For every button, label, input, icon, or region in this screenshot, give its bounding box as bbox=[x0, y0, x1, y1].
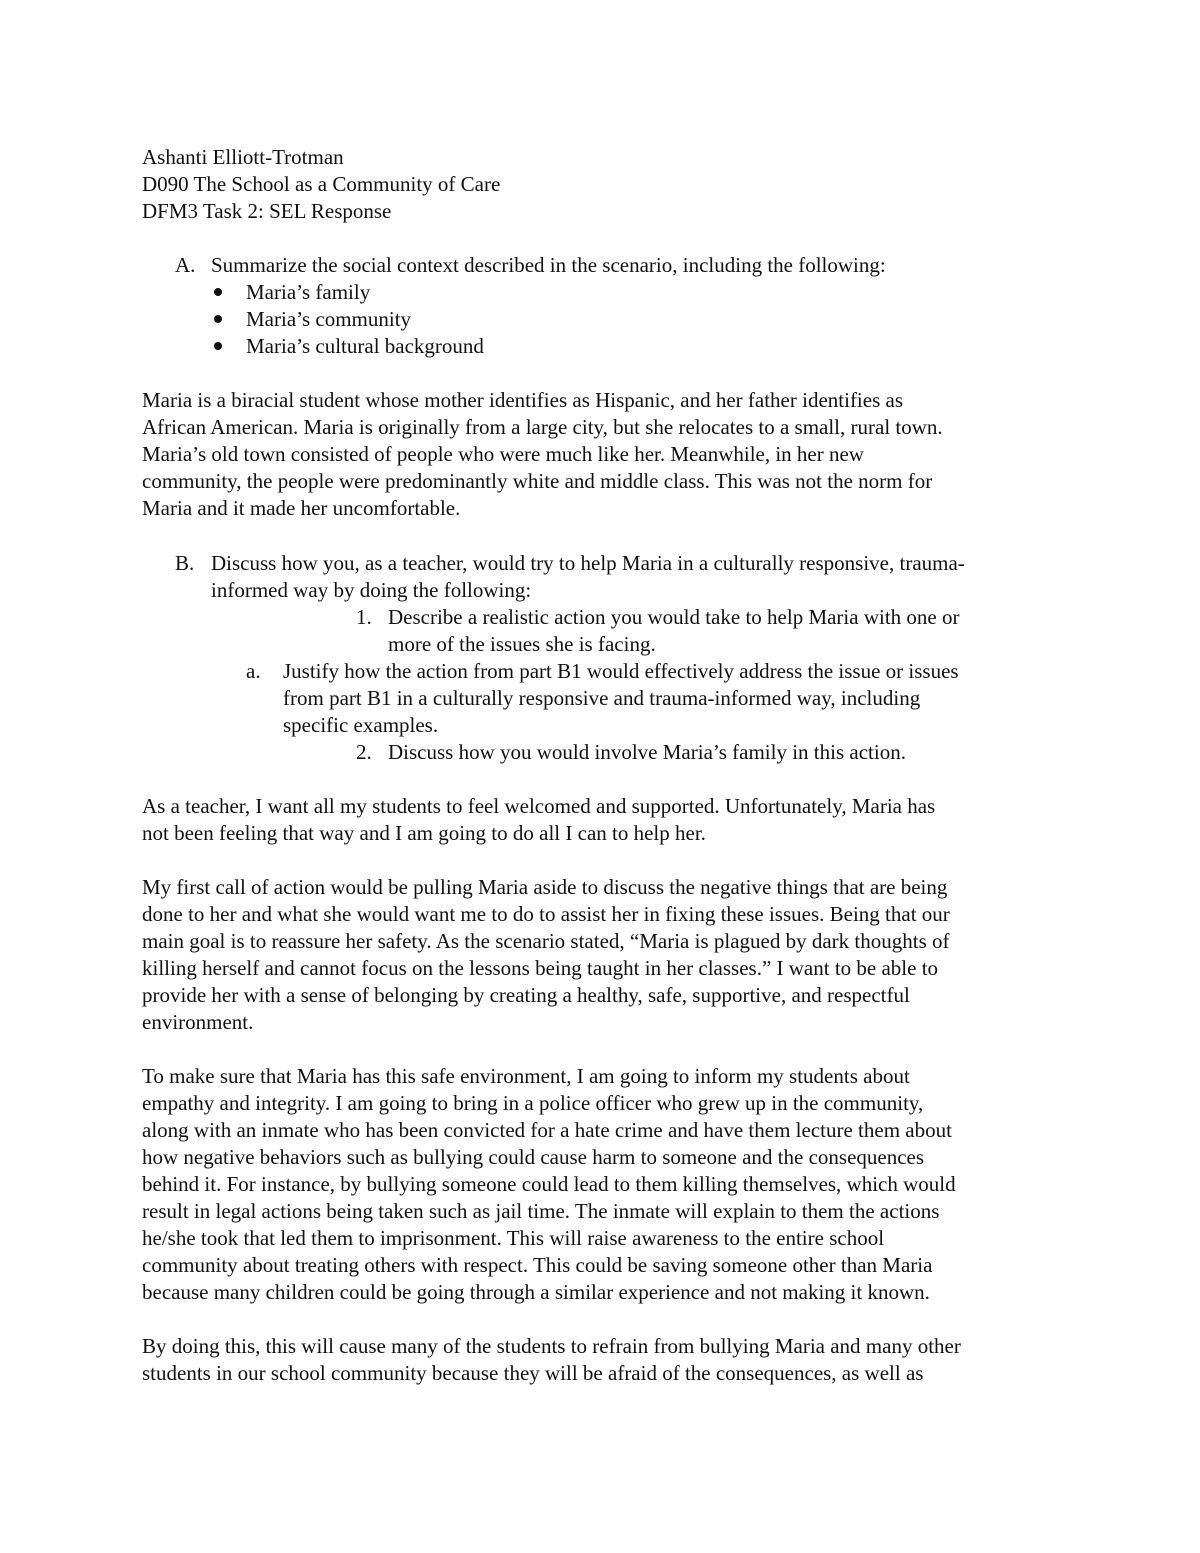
item-1-line: Describe a realistic action you would take to help Maria with one or bbox=[388, 605, 960, 629]
section-a-marker: A. bbox=[175, 253, 196, 277]
paragraph-1-line: As a teacher, I want all my students to feel welcomed and supported. Unfortunately, Maria has bbox=[142, 794, 936, 818]
paragraph-3-line: he/she took that led them to imprisonment. This will raise awareness to the entire school bbox=[142, 1226, 885, 1250]
paragraph-a-line: African American. Maria is originally from a large city, but she relocates to a small, rural town. bbox=[142, 415, 943, 439]
paragraph-a-line: Maria and it made her uncomfortable. bbox=[142, 496, 461, 520]
item-1-line: more of the issues she is facing. bbox=[388, 632, 656, 656]
paragraph-3-line: behind it. For instance, by bullying someone could lead to them killing themselves, which would bbox=[142, 1172, 956, 1196]
item-a-line: from part B1 in a culturally responsive and trauma-informed way, including bbox=[283, 686, 921, 710]
paragraph-3-line: because many children could be going through a similar experience and not making it known. bbox=[142, 1280, 930, 1304]
item-1-marker: 1. bbox=[356, 605, 372, 629]
paragraph-3-line: along with an inmate who has been convicted for a hate crime and have them lecture them about bbox=[142, 1118, 952, 1142]
section-a-bullet: Maria’s cultural background bbox=[246, 334, 484, 358]
bullet-icon bbox=[214, 288, 222, 296]
paragraph-4-line: By doing this, this will cause many of the students to refrain from bullying Maria and many other bbox=[142, 1334, 961, 1358]
paragraph-2-line: My first call of action would be pulling Maria aside to discuss the negative things that are being bbox=[142, 875, 948, 899]
paragraph-a-line: Maria is a biracial student whose mother identifies as Hispanic, and her father identifies as bbox=[142, 388, 904, 412]
paragraph-a-line: community, the people were predominantly white and middle class. This was not the norm for bbox=[142, 469, 933, 493]
paragraph-3-line: how negative behaviors such as bullying could cause harm to someone and the consequences bbox=[142, 1145, 925, 1169]
paragraph-4-line: students in our school community because they will be afraid of the consequences, as well as bbox=[142, 1361, 924, 1385]
paragraph-2-line: killing herself and cannot focus on the lessons being taught in her classes.” I want to be able to bbox=[142, 956, 939, 980]
section-b-marker: B. bbox=[175, 551, 195, 575]
item-a-line: Justify how the action from part B1 would effectively address the issue or issues bbox=[283, 659, 959, 683]
section-a-bullet: Maria’s community bbox=[246, 307, 412, 331]
paragraph-a-line: Maria’s old town consisted of people who were much like her. Meanwhile, in her new bbox=[142, 442, 864, 466]
course-title: D090 The School as a Community of Care bbox=[142, 172, 501, 196]
paragraph-2-line: provide her with a sense of belonging by creating a healthy, safe, supportive, and respectful bbox=[142, 983, 910, 1007]
paragraph-3-line: empathy and integrity. I am going to bring in a police officer who grew up in the community, bbox=[142, 1091, 924, 1115]
paragraph-2-line: environment. bbox=[142, 1010, 254, 1034]
section-a-bullet: Maria’s family bbox=[246, 280, 371, 304]
section-b-prompt-line: informed way by doing the following: bbox=[211, 578, 532, 602]
section-a-prompt: Summarize the social context described in the scenario, including the following: bbox=[211, 253, 886, 277]
paragraph-3-line: To make sure that Maria has this safe environment, I am going to inform my students about bbox=[142, 1064, 910, 1088]
paragraph-2-line: done to her and what she would want me to do to assist her in fixing these issues. Being that our bbox=[142, 902, 950, 926]
item-2-marker: 2. bbox=[356, 740, 372, 764]
paragraph-3-line: community about treating others with respect. This could be saving someone other than Maria bbox=[142, 1253, 933, 1277]
item-2-text: Discuss how you would involve Maria’s family in this action. bbox=[388, 740, 906, 764]
bullet-icon bbox=[214, 342, 222, 350]
section-b-prompt-line: Discuss how you, as a teacher, would try to help Maria in a culturally responsive, trauma- bbox=[211, 551, 965, 575]
item-a-marker: a. bbox=[246, 659, 261, 683]
author-name: Ashanti Elliott-Trotman bbox=[142, 145, 344, 169]
paragraph-3-line: result in legal actions being taken such as jail time. The inmate will explain to them the actions bbox=[142, 1199, 940, 1223]
paragraph-1-line: not been feeling that way and I am going to do all I can to help her. bbox=[142, 821, 706, 845]
bullet-icon bbox=[214, 315, 222, 323]
item-a-line: specific examples. bbox=[283, 713, 439, 737]
task-title: DFM3 Task 2: SEL Response bbox=[142, 199, 392, 223]
paragraph-2-line: main goal is to reassure her safety. As the scenario stated, “Maria is plagued by dark thoughts of bbox=[142, 929, 950, 953]
